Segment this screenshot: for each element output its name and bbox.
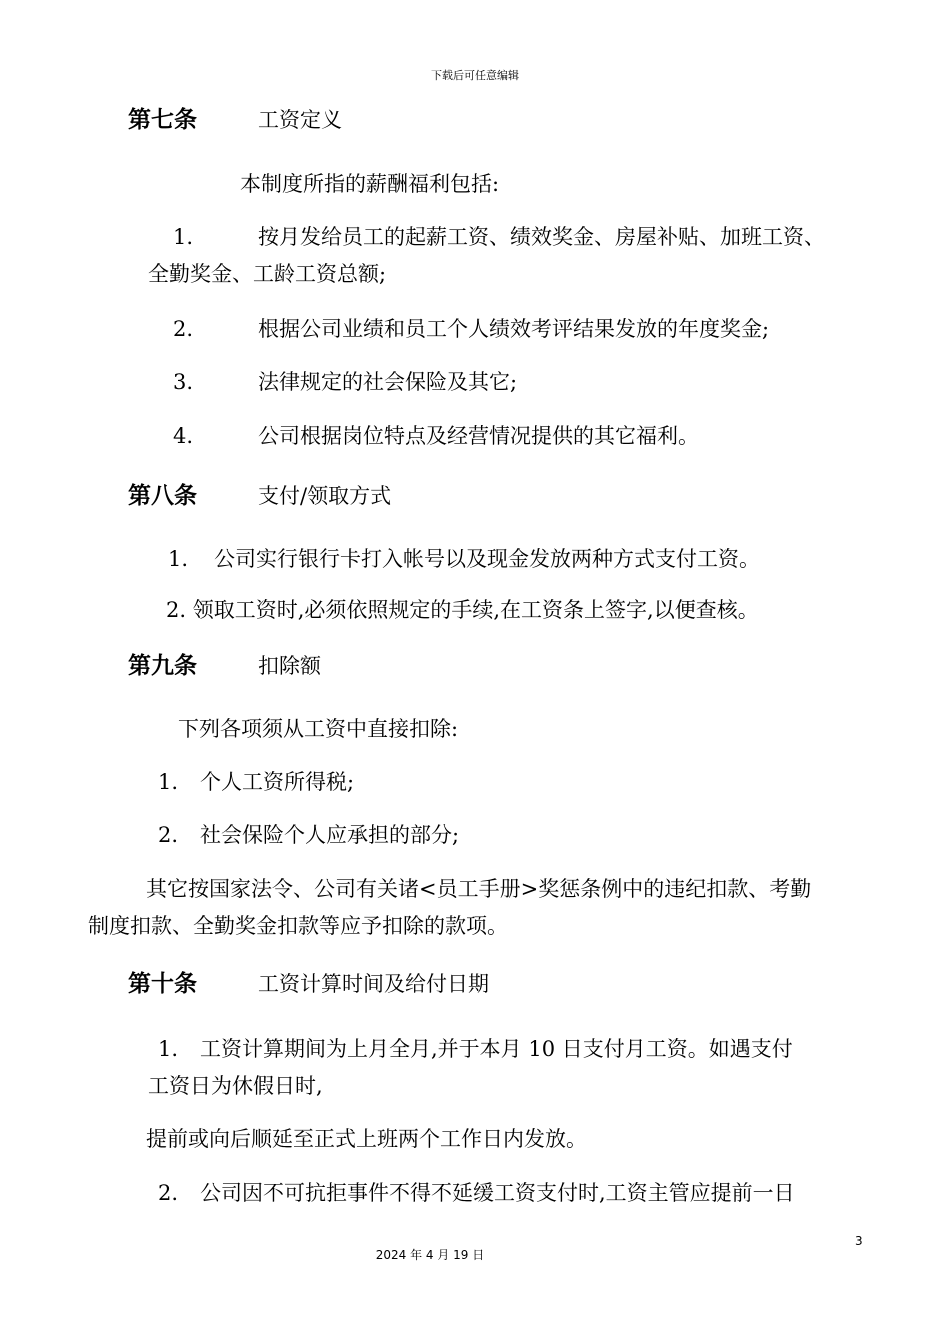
article-7-item-2-text: 根据公司业绩和员工个人绩效考评结果发放的年度奖金;	[258, 317, 770, 341]
article-8-item-2-text: 2. 领取工资时,必须依照规定的手续,在工资条上签字,以便查核。	[166, 598, 759, 622]
article-9-item-2-number: 2.	[158, 823, 179, 847]
article-9-number: 第九条	[128, 653, 197, 679]
article-10-item-1-text-cont: 工资日为休假日时,	[148, 1074, 323, 1098]
article-8-item-1-text: 公司实行银行卡打入帐号以及现金发放两种方式支付工资。	[214, 547, 760, 571]
page-number: 3	[855, 1234, 863, 1248]
article-7-item-4-text: 公司根据岗位特点及经营情况提供的其它福利。	[258, 424, 699, 448]
article-7-item-4-number: 4.	[173, 424, 194, 448]
article-10-item-2-number: 2.	[158, 1181, 179, 1205]
article-10-item-2-text: 公司因不可抗拒事件不得不延缓工资支付时,工资主管应提前一日	[200, 1181, 795, 1205]
article-9-other-text-cont: 制度扣款、全勤奖金扣款等应予扣除的款项。	[88, 914, 508, 938]
article-9-item-2-text: 社会保险个人应承担的部分;	[200, 823, 460, 847]
article-9-title: 扣除额	[258, 654, 321, 678]
footer-date: 2024 年 4 月 19 日	[375, 1248, 485, 1262]
article-7-item-1-text: 按月发给员工的起薪工资、绩效奖金、房屋补贴、加班工资、	[258, 225, 825, 249]
article-10-item-1-number: 1.	[158, 1037, 179, 1061]
article-9-item-1-text: 个人工资所得税;	[200, 770, 355, 794]
article-9-intro: 下列各项须从工资中直接扣除:	[178, 717, 459, 741]
article-7-item-1-text-cont: 全勤奖金、工龄工资总额;	[148, 262, 387, 286]
article-7-number: 第七条	[128, 107, 197, 133]
article-7-item-3-text: 法律规定的社会保险及其它;	[258, 370, 518, 394]
article-10-title: 工资计算时间及给付日期	[258, 972, 489, 996]
article-9-other-text: 其它按国家法令、公司有关诸<员工手册>奖惩条例中的违纪扣款、考勤	[146, 877, 812, 901]
article-7-intro: 本制度所指的薪酬福利包括:	[240, 172, 500, 196]
page-header: 下载后可任意编辑	[431, 69, 519, 82]
article-10-continuation: 提前或向后顺延至正式上班两个工作日内发放。	[146, 1127, 587, 1151]
article-8-number: 第八条	[128, 483, 197, 509]
article-10-number: 第十条	[128, 971, 197, 997]
article-10-item-1-text: 工资计算期间为上月全月,并于本月 10 日支付月工资。如遇支付	[200, 1037, 793, 1061]
article-7-item-3-number: 3.	[173, 370, 194, 394]
article-7-title: 工资定义	[258, 108, 342, 132]
article-9-item-1-number: 1.	[158, 770, 179, 794]
article-8-item-1-number: 1.	[168, 547, 189, 571]
article-7-item-2-number: 2.	[173, 317, 194, 341]
article-7-item-1-number: 1.	[173, 225, 194, 249]
article-8-title: 支付/领取方式	[258, 484, 392, 508]
